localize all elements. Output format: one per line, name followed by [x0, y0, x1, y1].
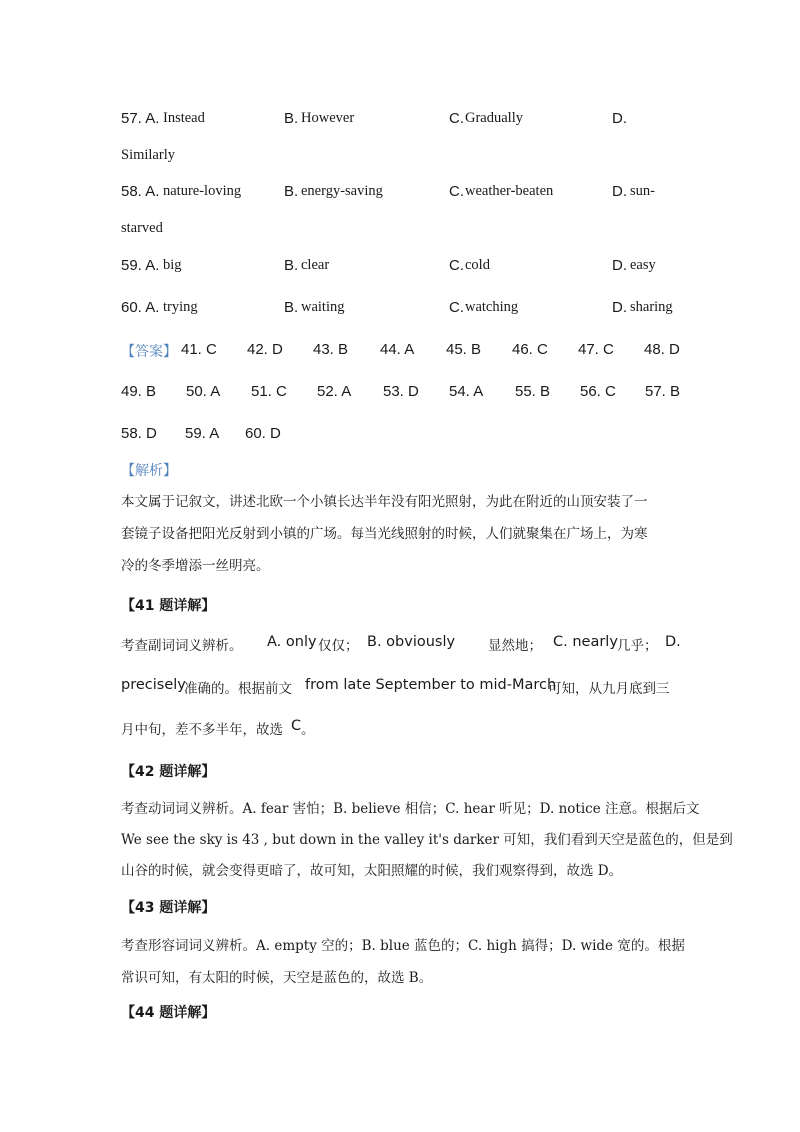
option-c: weather-beaten — [465, 183, 554, 199]
option-a: Instead — [163, 110, 205, 126]
answer-item: 54. A — [449, 383, 484, 400]
option-d-wrapped: starved — [121, 220, 163, 236]
q41-heading: 【41 题详解】 — [121, 598, 216, 614]
answer-item: 45. B — [446, 341, 482, 358]
option-b: energy-saving — [301, 183, 383, 199]
q42-line: 山谷的时候，就会变得更暗了，故可知，太阳照耀的时候，我们观察得到，故选 D。 — [121, 863, 623, 879]
question-57 — [0, 110, 800, 136]
answer-label: 【答案】 — [121, 344, 177, 360]
option-c-label: C. — [449, 110, 464, 127]
option-c: watching — [465, 299, 519, 315]
q41-line-2 — [0, 677, 800, 701]
answer-item: 41. C — [181, 341, 217, 358]
q41-text: 几乎； — [617, 638, 658, 654]
answer-item: 49. B — [121, 383, 157, 400]
question-59 — [0, 257, 800, 283]
answer-item: 46. C — [512, 341, 548, 358]
question-60 — [0, 299, 800, 325]
q41-text: C — [291, 718, 302, 734]
answer-item: 51. C — [251, 383, 287, 400]
answer-key-row-3 — [0, 425, 800, 451]
option-d: sun- — [630, 183, 655, 199]
answer-item: 53. D — [383, 383, 419, 400]
answer-item: 52. A — [317, 383, 352, 400]
question-number: 58. A. — [121, 183, 160, 200]
question-number: 57. A. — [121, 110, 160, 127]
option-d-label: D. — [612, 299, 627, 316]
option-d-label: D. — [612, 183, 627, 200]
q41-text: D. — [665, 634, 681, 650]
option-d: sharing — [630, 299, 673, 315]
option-c-label: C. — [449, 257, 464, 274]
question-number: 60. A. — [121, 299, 160, 316]
answer-key-row-2 — [0, 383, 800, 409]
answer-item: 50. A — [186, 383, 221, 400]
q41-text: 。 — [301, 722, 315, 738]
option-b: waiting — [301, 299, 345, 315]
q43-line: 常识可知，有太阳的时候，天空是蓝色的，故选 B。 — [121, 970, 433, 986]
option-c-label: C. — [449, 183, 464, 200]
option-c-label: C. — [449, 299, 464, 316]
option-d-wrapped: Similarly — [121, 147, 175, 163]
option-b: clear — [301, 257, 330, 273]
option-a: trying — [163, 299, 198, 315]
answer-item: 42. D — [247, 341, 283, 358]
q41-text: A. only — [267, 634, 317, 650]
option-d-label: D. — [612, 257, 627, 274]
q41-text: precisely — [121, 677, 186, 693]
analysis-line: 本文属于记叙文，讲述北欧一个小镇长达半年没有阳光照射，为此在附近的山顶安装了一 — [121, 494, 648, 510]
answer-item: 55. B — [515, 383, 551, 400]
answer-item: 58. D — [121, 425, 157, 442]
answer-item: 47. C — [578, 341, 614, 358]
q41-line-3 — [0, 718, 800, 742]
q41-text: C. nearly — [553, 634, 618, 650]
option-d-label: D. — [612, 110, 627, 127]
question-58 — [0, 183, 800, 209]
q41-text: 显然地； — [488, 638, 542, 654]
option-a: nature-loving — [163, 183, 242, 199]
q41-text: 考查副词词义辨析。 — [121, 638, 243, 654]
q43-heading: 【43 题详解】 — [121, 900, 216, 916]
q42-line: We see the sky is 43 , but down in the valley it's darker 可知，我们看到天空是蓝色的，但是到 — [121, 832, 733, 848]
question-number: 59. A. — [121, 257, 160, 274]
option-a: big — [163, 257, 182, 273]
answer-item: 60. D — [245, 425, 281, 442]
answer-item: 56. C — [580, 383, 616, 400]
answer-item: 57. B — [645, 383, 681, 400]
answer-item: 48. D — [644, 341, 680, 358]
option-b-label: B. — [284, 110, 299, 127]
q42-heading: 【42 题详解】 — [121, 764, 216, 780]
answer-key-row-1 — [0, 341, 800, 367]
q41-line-1 — [0, 634, 800, 658]
q41-text: B. obviously — [367, 634, 456, 650]
option-b-label: B. — [284, 183, 299, 200]
option-c: Gradually — [465, 110, 523, 126]
q41-text: 可知，从九月底到三 — [548, 681, 670, 697]
analysis-label: 【解析】 — [121, 463, 177, 479]
option-d: easy — [630, 257, 656, 273]
q41-text: 仅仅； — [318, 638, 359, 654]
option-c: cold — [465, 257, 490, 273]
option-b-label: B. — [284, 299, 299, 316]
q41-text: 准确的。根据前文 — [184, 681, 292, 697]
answer-item: 44. A — [380, 341, 415, 358]
q41-text: from late September to mid-March — [305, 677, 557, 693]
q42-line: 考查动词词义辨析。A. fear 害怕；B. believe 相信；C. hear 听见；D. notice 注意。根据后文 — [121, 801, 700, 817]
q43-line: 考查形容词词义辨析。A. empty 空的；B. blue 蓝色的；C. high 搞得；D. wide 宽的。根据 — [121, 938, 685, 954]
answer-item: 59. A — [185, 425, 220, 442]
answer-item: 43. B — [313, 341, 349, 358]
q44-heading: 【44 题详解】 — [121, 1005, 216, 1021]
option-b-label: B. — [284, 257, 299, 274]
analysis-line: 套镜子设备把阳光反射到小镇的广场。每当光线照射的时候，人们就聚集在广场上，为寒 — [121, 526, 648, 542]
q41-text: 月中旬，差不多半年，故选 — [121, 722, 283, 738]
option-b: However — [301, 110, 355, 126]
analysis-line: 冷的冬季增添一丝明亮。 — [121, 558, 270, 574]
